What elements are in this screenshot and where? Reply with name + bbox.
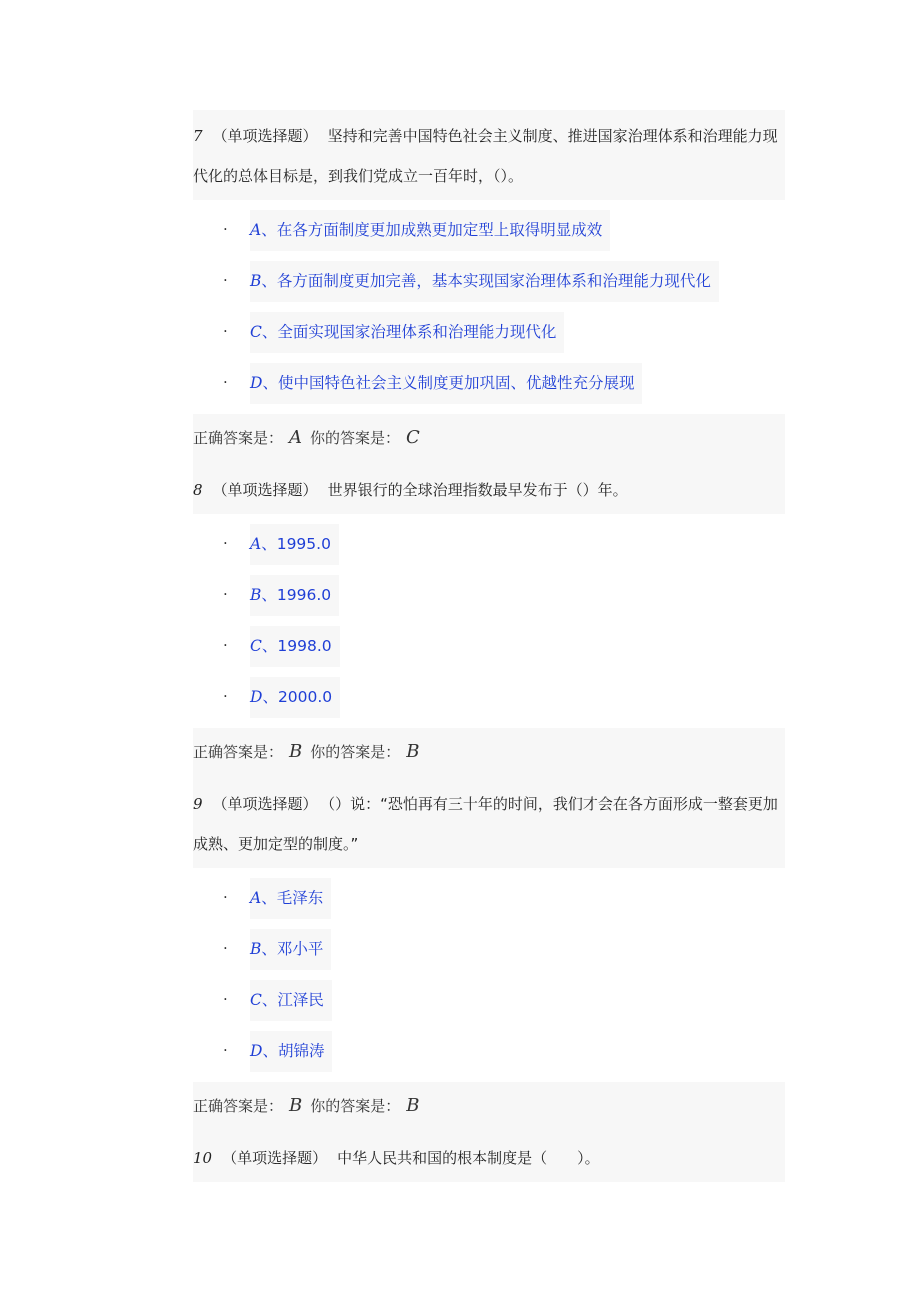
question-number: 10: [193, 1149, 213, 1167]
option-letter: B: [250, 586, 262, 604]
question-stem: [193, 110, 785, 200]
option-label: 、全面实现国家治理体系和治理能力现代化: [261, 323, 557, 341]
option-letter: B: [250, 272, 262, 290]
option-bullet: .: [223, 935, 228, 953]
correct-answer-value: B: [289, 1095, 303, 1116]
option-label: 、毛泽东: [261, 889, 324, 907]
option-text[interactable]: [250, 1031, 332, 1072]
option-text[interactable]: [250, 363, 642, 404]
option-item[interactable]: [193, 929, 785, 970]
option-item[interactable]: [193, 524, 785, 565]
quiz-content: [193, 110, 785, 1182]
option-list: [193, 868, 785, 1072]
correct-answer-value: B: [289, 741, 303, 762]
question-type: （单项选择题）: [212, 795, 318, 813]
your-answer-value: B: [406, 741, 420, 762]
option-letter: D: [250, 1042, 263, 1060]
option-bullet: .: [223, 986, 228, 1004]
option-bullet: .: [223, 216, 228, 234]
option-label: 、在各方面制度更加成熟更加定型上取得明显成效: [261, 221, 603, 239]
your-answer-label: 你的答案是：: [310, 743, 401, 761]
question-text: 坚持和完善中国特色社会主义制度、推进国家治理体系和治理能力现代化的总体目标是，到我们党成立一百年时，（）。: [193, 127, 778, 185]
option-text[interactable]: [250, 878, 331, 919]
question-number: 9: [193, 795, 203, 813]
option-item[interactable]: [193, 980, 785, 1021]
option-text[interactable]: [250, 677, 340, 718]
option-text[interactable]: [250, 626, 340, 667]
question-block: [193, 110, 785, 464]
answer-line: [193, 414, 785, 464]
question-stem: [193, 778, 785, 868]
option-bullet: .: [223, 632, 228, 650]
option-label: 、胡锦涛: [262, 1042, 325, 1060]
option-letter: C: [250, 637, 262, 655]
question-text: 中华人民共和国的根本制度是（ ）。: [337, 1149, 600, 1167]
question-number: 8: [193, 481, 203, 499]
option-list: [193, 514, 785, 718]
option-bullet: .: [223, 581, 228, 599]
option-label: 、1996.0: [261, 586, 332, 604]
option-text[interactable]: [250, 524, 339, 565]
option-bullet: .: [223, 267, 228, 285]
option-letter: B: [250, 940, 262, 958]
correct-answer-label: 正确答案是：: [193, 429, 284, 447]
option-label: 、江泽民: [261, 991, 324, 1009]
your-answer-label: 你的答案是：: [310, 429, 401, 447]
question-text: 世界银行的全球治理指数最早发布于（）年。: [327, 481, 628, 499]
option-item[interactable]: [193, 261, 785, 302]
option-bullet: .: [223, 369, 228, 387]
option-label: 、2000.0: [262, 688, 333, 706]
option-bullet: .: [223, 683, 228, 701]
correct-answer-value: A: [289, 427, 303, 448]
option-letter: C: [250, 991, 262, 1009]
option-item[interactable]: [193, 878, 785, 919]
option-list: [193, 200, 785, 404]
correct-answer-label: 正确答案是：: [193, 743, 284, 761]
question-number: 7: [193, 127, 203, 145]
option-text[interactable]: [250, 312, 564, 353]
option-bullet: .: [223, 1037, 228, 1055]
option-item[interactable]: [193, 575, 785, 616]
question-block: [193, 464, 785, 778]
option-text[interactable]: [250, 929, 331, 970]
option-text[interactable]: [250, 980, 332, 1021]
answer-line: [193, 1082, 785, 1132]
your-answer-label: 你的答案是：: [310, 1097, 401, 1115]
option-item[interactable]: [193, 1031, 785, 1072]
question-text: （）说：“恐怕再有三十年的时间，我们才会在各方面形成一整套更加成熟、更加定型的制度。”: [193, 795, 778, 853]
option-letter: D: [250, 688, 263, 706]
option-letter: C: [250, 323, 262, 341]
option-label: 、使中国特色社会主义制度更加巩固、优越性充分展现: [262, 374, 635, 392]
option-label: 、1998.0: [261, 637, 332, 655]
option-label: 、各方面制度更加完善，基本实现国家治理体系和治理能力现代化: [261, 272, 711, 290]
option-bullet: .: [223, 318, 228, 336]
option-letter: A: [250, 221, 262, 239]
your-answer-value: B: [406, 1095, 420, 1116]
correct-answer-label: 正确答案是：: [193, 1097, 284, 1115]
option-bullet: .: [223, 884, 228, 902]
option-item[interactable]: [193, 626, 785, 667]
option-item[interactable]: [193, 363, 785, 404]
option-label: 、1995.0: [261, 535, 331, 553]
question-type: （单项选择题）: [212, 127, 318, 145]
question-stem: [193, 464, 785, 514]
option-bullet: .: [223, 530, 228, 548]
question-type: （单项选择题）: [222, 1149, 328, 1167]
answer-line: [193, 728, 785, 778]
question-block: [193, 1132, 785, 1182]
option-item[interactable]: [193, 210, 785, 251]
option-letter: D: [250, 374, 263, 392]
question-block: [193, 778, 785, 1132]
option-letter: A: [250, 889, 262, 907]
option-text[interactable]: [250, 261, 719, 302]
question-type: （单项选择题）: [212, 481, 318, 499]
your-answer-value: C: [406, 427, 420, 448]
option-text[interactable]: [250, 575, 339, 616]
question-stem: [193, 1132, 785, 1182]
option-item[interactable]: [193, 312, 785, 353]
option-letter: A: [250, 535, 262, 553]
option-item[interactable]: [193, 677, 785, 718]
option-label: 、邓小平: [261, 940, 324, 958]
option-text[interactable]: [250, 210, 610, 251]
